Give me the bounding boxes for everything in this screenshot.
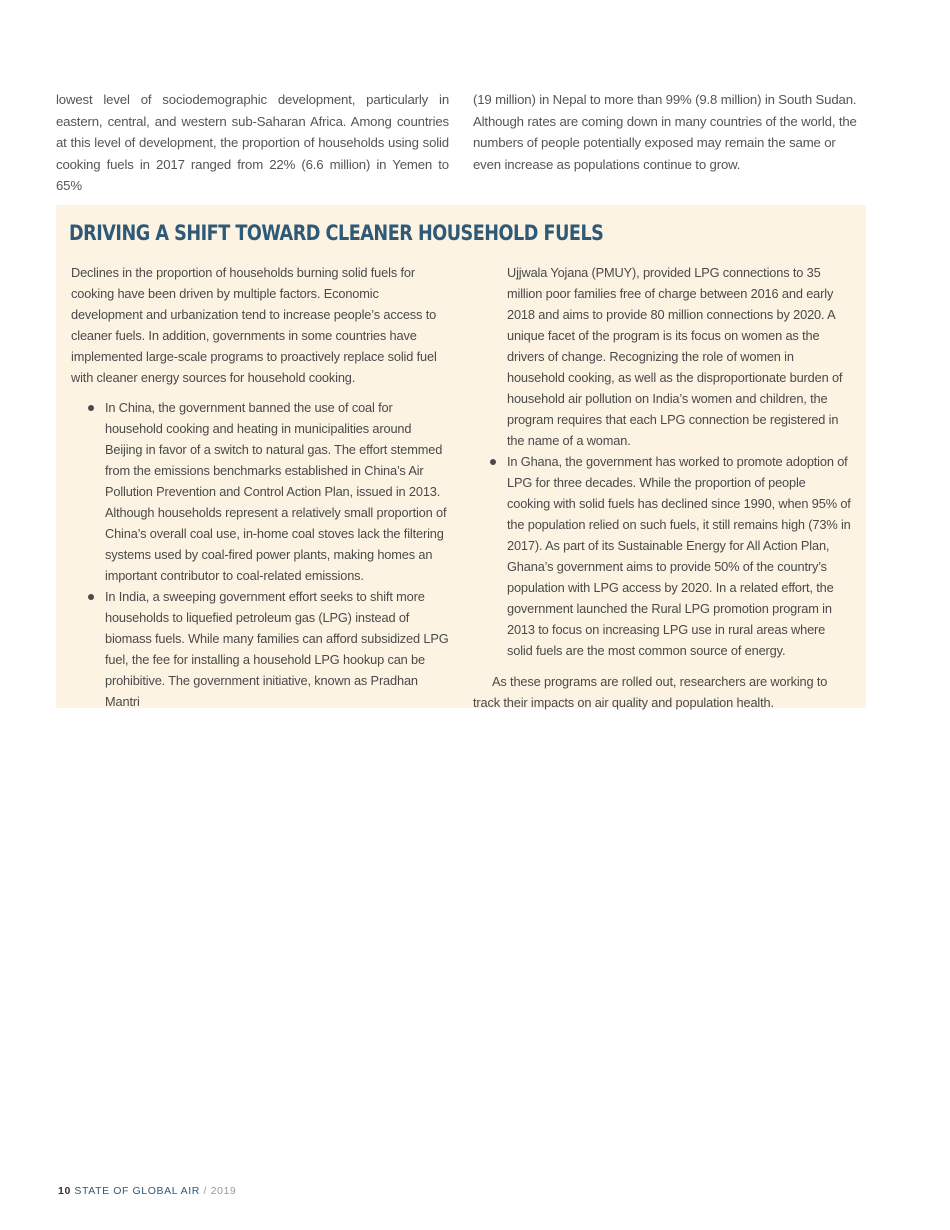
bullet-ghana: In Ghana, the government has worked to promote adoption of LPG for three decades. While the proportion of people cooking with solid fuels has declined since 1990, when 95% of the population relied on such fuels, it still remains high (73% in 2017). As part of its Sustainable Energy for All Action Plan, Ghana’s government aims to provide 50% of the country’s population with LPG access by 2020. In a related effort, the government launched the Rural LPG promotion program in 2013 to focus on increasing LPG use in rural areas where solid fuels are the most common source of energy. (473, 451, 851, 661)
intro-section (56, 89, 866, 197)
box-column-left (71, 262, 449, 713)
footer-separator: / (203, 1185, 208, 1197)
bullet-india: In India, a sweeping government effort seeks to shift more households to liquefied petroleum gas (LPG) instead of biomass fuels. While many families can afford subsidized LPG fuel, the fee for installing a household LPG hookup can be prohibitive. The government initiative, known as Pradhan Mantri (71, 586, 449, 712)
page-number: 10 (58, 1185, 71, 1197)
intro-paragraph-left: lowest level of sociodemographic development, particularly in eastern, central, and western sub-Saharan Africa. Among countries at this level of development, the proportion of households using solid cooking fuels in 2017 ranged from 22% (6.6 million) in Yemen to 65% (56, 92, 449, 193)
box-intro-paragraph: Declines in the proportion of households burning solid fuels for cooking have been driven by multiple factors. Economic development and urbanization tend to increase people’s access to cleaner fuels. In addition, governments in some countries have implemented large-scale programs to proactively replace solid fuel with cleaner energy sources for household cooking. (71, 265, 437, 385)
sidebar-box (56, 205, 866, 708)
bullet-list-right (473, 262, 851, 661)
bullet-list-left (71, 397, 449, 712)
box-title: DRIVING A SHIFT TOWARD CLEANER HOUSEHOLD FUELS (69, 221, 604, 245)
intro-paragraph-right: (19 million) in Nepal to more than 99% (9.8 million) in South Sudan. Although rates are coming down in many countries of the world, the numbers of people potentially exposed may remain the same or even increase as populations continue to grow. (473, 92, 857, 172)
box-column-right (473, 262, 851, 713)
bullet-india-continued: Ujjwala Yojana (PMUY), provided LPG connections to 35 million poor families free of charge between 2016 and early 2018 and aims to provide 80 million connections by 2020. A unique facet of the program is its focus on women as the drivers of change. Recognizing the role of women in household cooking, as well as the disproportionate burden of household air pollution on India’s women and children, the program requires that each LPG connection be registered in the name of a woman. (507, 265, 843, 448)
box-closing-paragraph: As these programs are rolled out, researchers are working to track their impacts on air quality and population health. (473, 674, 828, 710)
page-footer (58, 1185, 236, 1197)
publication-title: STATE OF GLOBAL AIR (74, 1185, 200, 1197)
publication-year: 2019 (210, 1185, 237, 1197)
bullet-china: In China, the government banned the use of coal for household cooking and heating in municipalities around Beijing in favor of a switch to natural gas. The effort stemmed from the emissions benchmarks established in China’s Air Pollution Prevention and Control Action Plan, issued in 2013. Although households represent a relatively small proportion of China’s overall coal use, in-home coal stoves lack the filtering systems used by coal-fired power plants, making homes an important contributor to coal-related emissions. (71, 397, 449, 586)
box-columns (71, 262, 851, 713)
